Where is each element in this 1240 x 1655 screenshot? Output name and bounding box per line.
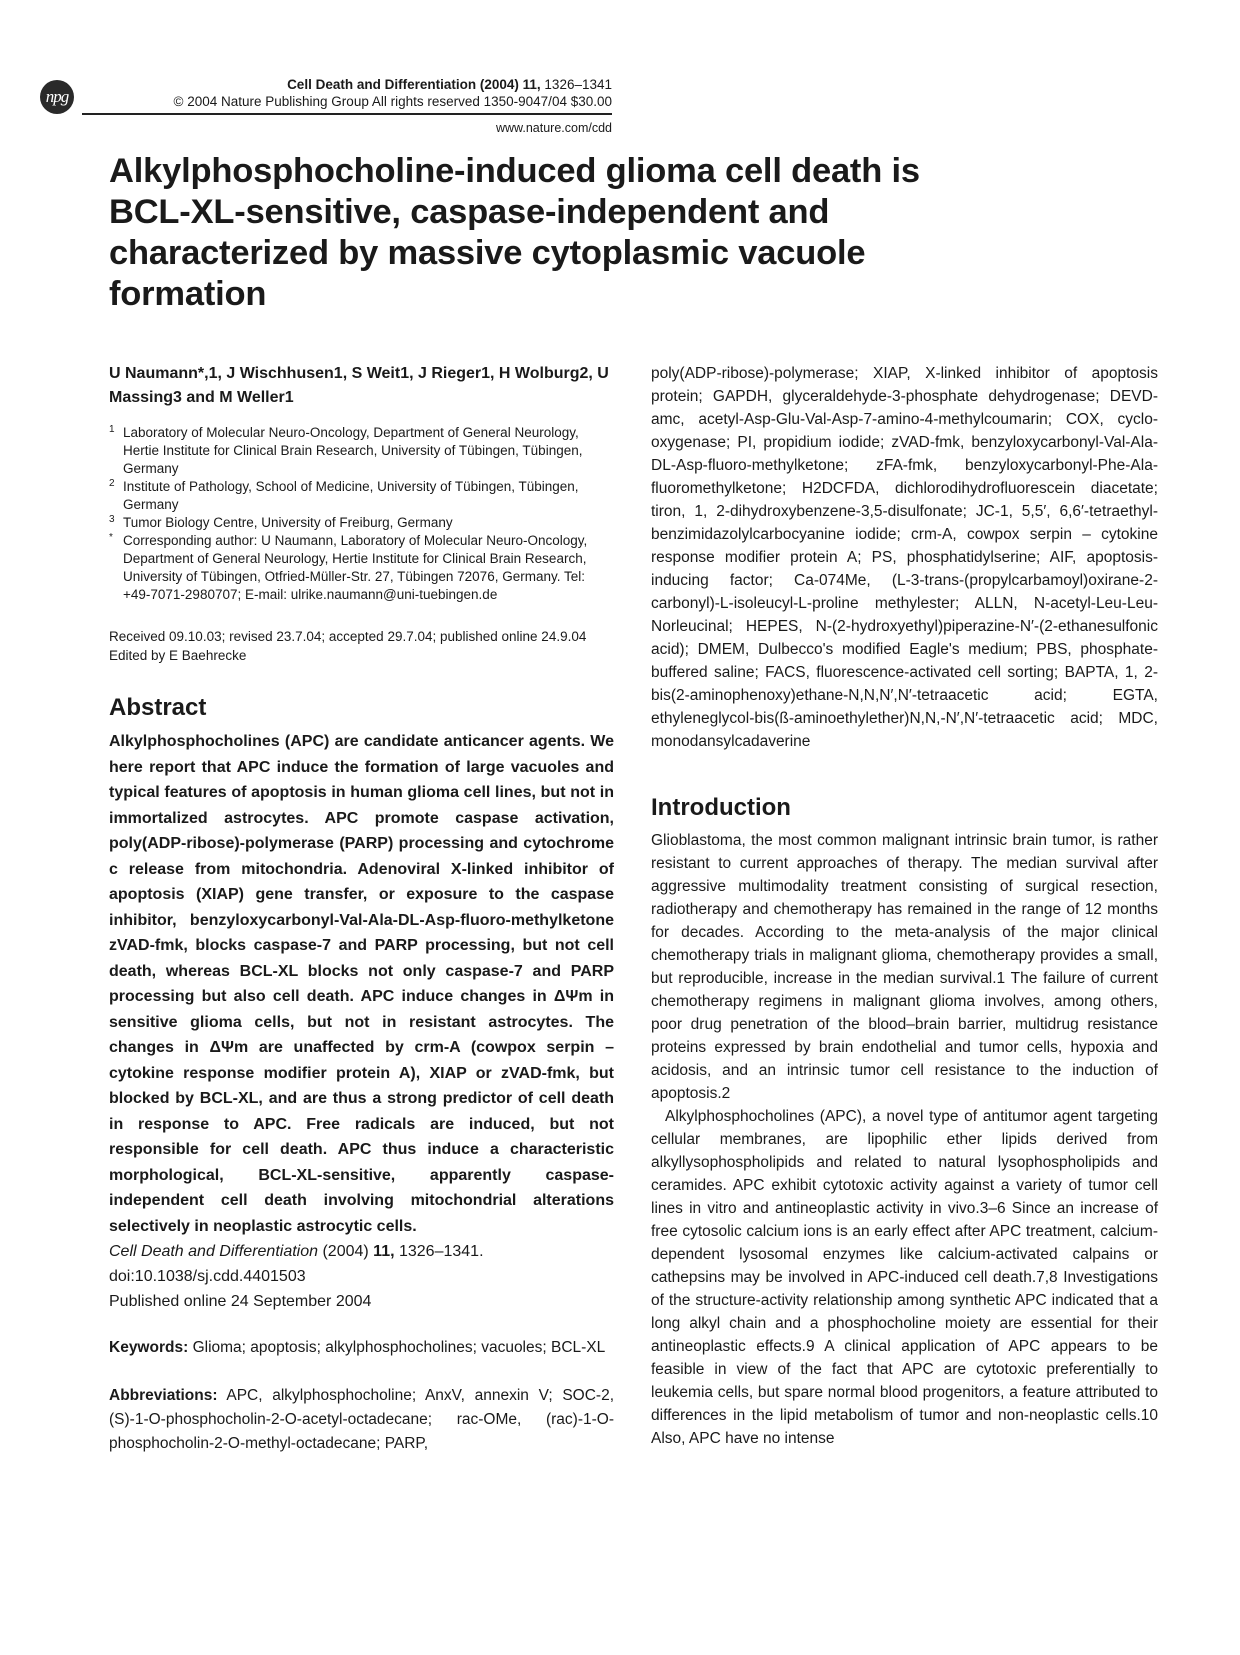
- corresponding-author: * Corresponding author: U Naumann, Laboratory of Molecular Neuro-Oncology, Department of General Neurology, Hertie Institute for Clinical Brain Research, University of Tübingen, Otfried-Müller-Str. 27, Tübingen 72076, Germany. Tel: +49-7071-2980707; E-mail: ulrike.naumann@uni-tuebingen.de: [109, 532, 588, 602]
- right-column: [651, 362, 1158, 1450]
- journal-volume: 11,: [522, 77, 541, 92]
- intro-paragraph-1: Glioblastoma, the most common malignant intrinsic brain tumor, is rather resistant to current approaches of therapy. The median survival after aggressive multimodality treatment consisting of surgical resection, radiotherapy and chemotherapy has remained in the range of 12 months for decades. According to the meta-analysis of the major clinical chemotherapy trials in malignant glioma, chemotherapy provides a small, but reproducible, increase in the median survival.1 The failure of current chemotherapy regimens in malignant glioma involves, among others, poor drug penetration of the blood–brain barrier, multidrug resistance proteins expressed by brain endothelial and tumor cells, hypoxia and acidosis, and an intrinsic tumor cell resistance to the induction of apoptosis.2: [651, 832, 1158, 1102]
- left-column: [109, 362, 614, 1456]
- editor-line: Edited by E Baehrecke: [109, 647, 247, 663]
- journal-pages: 1326–1341: [544, 77, 612, 92]
- journal-name: Cell Death and Differentiation (2004): [287, 77, 519, 92]
- author-list: U Naumann*,1, J Wischhusen1, S Weit1, J Rieger1, H Wolburg2, U Massing3 and M Weller1: [109, 365, 609, 406]
- published-date: Published online 24 September 2004: [109, 1293, 372, 1310]
- copyright-line: © 2004 Nature Publishing Group All rights reserved 1350-9047/04 $30.00: [173, 94, 612, 109]
- affiliation: 1 Laboratory of Molecular Neuro-Oncology, Department of General Neurology, Hertie Institute for Clinical Brain Research, University of Tübingen, Tübingen, Germany: [109, 424, 583, 476]
- affiliation: 2 Institute of Pathology, School of Medicine, University of Tübingen, Tübingen, Germany: [109, 478, 579, 512]
- publisher-logo: npg: [40, 80, 74, 114]
- journal-url[interactable]: www.nature.com/cdd: [495, 121, 612, 135]
- abstract-heading: Abstract: [109, 694, 207, 721]
- journal-header: [287, 76, 612, 93]
- abbreviations: Abbreviations: APC, alkylphosphocholine; AnxV, annexin V; SOC-2, (S)-1-O-phosphocholin-2-O-acetyl-octadecane; rac-OMe, (rac)-1-O-phosphocholin-2-O-methyl-octadecane; PARP,: [109, 1387, 615, 1452]
- abbreviations-continued: poly(ADP-ribose)-polymerase; XIAP, X-linked inhibitor of apoptosis protein; GAPDH, glyceraldehyde-3-phosphate dehydrogenase; DEVD-amc, acetyl-Asp-Glu-Val-Asp-7-amino-4-methylcoumarin; COX, cyclo-oxygenase; PI, propidium iodide; zVAD-fmk, benzyloxycarbonyl-Val-Ala-DL-Asp-fluoro-methylketone; zFA-fmk, benzyloxycarbonyl-Phe-Ala-fluoromethylketone; H2DCFDA, dichlorodihydrofluorescein diacetate; tiron, 1, 2-dihydroxybenzene-3,5-disulfonate; JC-1, 5,5′, 6,6′-tetraethyl-benzimidazolylcarbocyanine iodide; crm-A, cowpox serpin – cytokine response modifier protein A; PS, phosphatidylserine; AIF, apoptosis-inducing factor; Ca-074Me, (L-3-trans-(propylcarbamoyl)oxirane-2-carbonyl)-L-isoleucyl-L-proline methylester; ALLN, N-acetyl-Leu-Leu-Norleucinal; HEPES, N-(2-hydroxyethyl)piperazine-N′-(2-ethanesulfonic acid); DMEM, Dulbecco's modified Eagle's medium; PBS, phosphate-buffered saline; FACS, fluorescence-activated cell sorting; BAPTA, 1, 2-bis(2-aminophenoxy)ethane-N,N,N′,N′-tetraacetic acid; EGTA, ethyleneglycol-bis(ß-aminoethylether)N,N,-N′,N′-tetraacetic acid; MDC, monodansylcadaverine: [651, 365, 1158, 750]
- intro-paragraph-2: Alkylphosphocholines (APC), a novel type of antitumor agent targeting cellular membranes, are lipophilic ether lipids derived from alkyllysophospholipids and related to natural lysophospholipids and ceramides. APC exhibit cytotoxic activity against a variety of tumor cell lines in vitro and antineoplastic activity in vivo.3–6 Since an increase of free cytosolic calcium ions is an early effect after APC treatment, calcium-dependent lysosomal enzymes like calcium-activated calpains or cathepsins may be involved in APC-induced cell death.7,8 Investigations of the structure-activity relationship among synthetic APC indicated that a long alkyl chain and a phosphocholine moiety are essential for their antineoplastic effects.9 A clinical application of APC appears to be feasible in view of the fact that APC are cytotoxic preferentially to leukemia cells, but spare normal blood progenitors, a feature attributed to differences in the lipid metabolism of tumor and non-neoplastic cells.10 Also, APC have no intense: [651, 1108, 1158, 1447]
- article-dates: Received 09.10.03; revised 23.7.04; accepted 29.7.04; published online 24.9.04 Edited by E Baehrecke: [109, 629, 587, 663]
- keywords: Keywords: Glioma; apoptosis; alkylphosphocholines; vacuoles; BCL-XL: [109, 1339, 606, 1356]
- doi[interactable]: doi:10.1038/sj.cdd.4401503: [109, 1268, 306, 1285]
- abstract-text: Alkylphosphocholines (APC) are candidate anticancer agents. We here report that APC induce the formation of large vacuoles and typical features of apoptosis in human glioma cell lines, but not in immortalized astrocytes. APC promote caspase activation, poly(ADP-ribose)-polymerase (PARP) processing and cytochrome c release from mitochondria. Adenoviral X-linked inhibitor of apoptosis (XIAP) gene transfer, or exposure to the caspase inhibitor, benzyloxycarbonyl-Val-Ala-DL-Asp-fluoro-methylketone zVAD-fmk, blocks caspase-7 and PARP processing, but not cell death, whereas BCL-XL blocks not only caspase-7 and PARP processing but also cell death. APC induce changes in ΔΨm in sensitive glioma cells, but not in resistant astrocytes. The changes in ΔΨm are unaffected by crm-A (cowpox serpin – cytokine response modifier protein A), XIAP or zVAD-fmk, but blocked by BCL-XL, and are thus a strong predictor of cell death in response to APC. Free radicals are induced, but not responsible for cell death. APC thus induce a characteristic morphological, BCL-XL-sensitive, apparently caspase-independent cell death involving mitochondrial alterations selectively in neoplastic astrocytic cells.: [109, 733, 614, 1235]
- affiliation: 3 Tumor Biology Centre, University of Freiburg, Germany: [109, 514, 453, 530]
- introduction-heading: Introduction: [651, 794, 791, 821]
- article-title: Alkylphosphocholine-induced glioma cell death is BCL-XL-sensitive, caspase-independent and characterized by massive cytoplasmic vacuole formation: [109, 152, 920, 313]
- header-rule: [82, 113, 612, 115]
- citation: Cell Death and Differentiation (2004) 11, 1326–1341. doi:10.1038/sj.cdd.4401503 Published online 24 September 2004: [109, 1243, 484, 1310]
- affiliations: [109, 424, 614, 604]
